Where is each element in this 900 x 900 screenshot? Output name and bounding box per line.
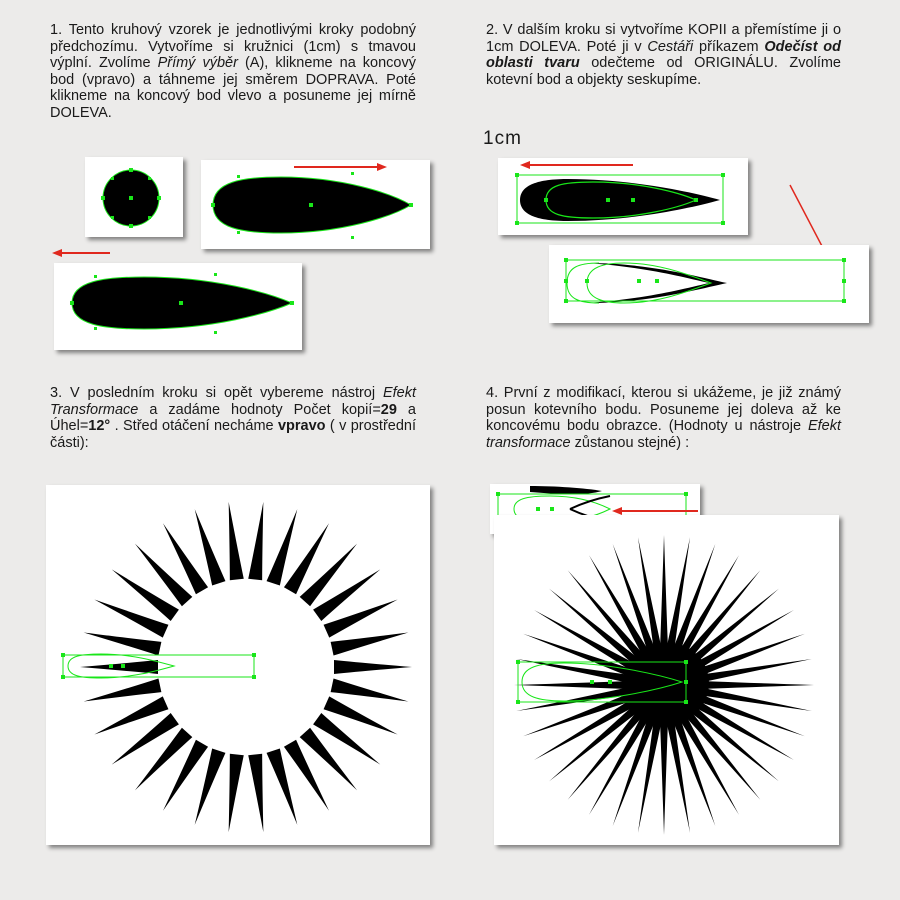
ring-spike (248, 502, 263, 580)
distance-label: 1cm (483, 128, 522, 149)
subtracted-figure (549, 245, 869, 323)
ring-spike (229, 754, 244, 832)
step3-text-part3: a Úhel= (50, 401, 416, 434)
final-drop-panel (54, 263, 302, 350)
step2-text (486, 22, 841, 88)
spike-ring-panel (46, 485, 430, 845)
ring-spike (229, 502, 244, 580)
stretched-drop-figure (201, 160, 430, 249)
ring-spike (331, 632, 409, 655)
spike-ring-figure (46, 485, 430, 845)
step4-number: 4. (486, 385, 499, 401)
ring-spike (195, 509, 226, 585)
ring-spike (195, 749, 226, 825)
ring-spike (84, 678, 162, 701)
step3-copies-value: 29 (380, 401, 397, 418)
stretched-drop-panel (201, 160, 430, 249)
step4-text-part1: První z modifikací, kterou si ukážeme, je již známý posun kotevního bodu. Posuneme jej doleva až ke koncovému bodu obrazce. (Hodnoty u nástroje (486, 385, 841, 434)
step4-text-part2: zůstanou stejné) : (570, 434, 690, 451)
step1-text (50, 22, 416, 121)
step2-panel-name: Cestáři (647, 38, 694, 55)
step3-angle-value: 12° (88, 418, 111, 434)
step4-tool-name: Efekt transformace (486, 418, 841, 451)
step1-text-part1: Tento kruhový vzorek je jednotlivými kroky podobný předchozímu. Vytvoříme si kružnici (1cm) s tmavou výplní. Zvolíme (50, 22, 416, 71)
step1-text-part2: (A), klikneme na koncový bod (vpravo) a táhneme jej směrem DOPRAVA. Poté klikneme na koncový bod vlevo a posuneme jej mírně DOLEVA. (50, 55, 416, 121)
step1-number: 1. (50, 22, 63, 38)
step4-text (486, 385, 841, 451)
step3-text-part4: . Střed otáčení necháme (110, 418, 278, 434)
left-arrow-step1 (52, 247, 112, 259)
step3-text (50, 385, 416, 451)
ring-spike (80, 660, 158, 674)
step3-text-part5: ( v prostřední části): (50, 418, 416, 451)
star-burst-figure (494, 515, 839, 845)
step1-tool-name: Přímý výběr (157, 55, 238, 71)
copy-figure (498, 158, 748, 235)
final-drop-figure (54, 263, 302, 350)
circle-panel (85, 157, 183, 237)
right-arrow (294, 163, 387, 171)
ring-spike (267, 749, 298, 825)
ring-spike (334, 660, 412, 674)
left-arrow-step4 (612, 507, 698, 515)
step2-text-part1: V dalším kroku si vytvoříme KOPII a přemístíme ji o 1cm DOLEVA. Poté ji v (486, 22, 842, 55)
copy-panel (498, 158, 748, 235)
subtracted-panel (549, 245, 869, 323)
step2-command-name: Odečíst od oblasti tvaru (486, 38, 842, 71)
step2-text-part3: odečteme od ORIGINÁLU. Zvolíme kotevní bod a objekty seskupíme. (486, 55, 841, 88)
ring-spike (248, 754, 263, 832)
ring-spike (331, 678, 409, 701)
ring-spike (267, 509, 298, 585)
step3-number: 3. (50, 385, 63, 401)
step2-text-part2: příkazem (693, 38, 765, 55)
step3-center-value: vpravo (277, 418, 326, 434)
left-arrow-step2 (520, 161, 633, 169)
step3-text-part1: V posledním kroku si opět vybereme nástroj (69, 385, 383, 401)
step3-text-part2: a zadáme hodnoty Počet kopií= (138, 401, 381, 418)
ring-spike (84, 632, 162, 655)
burst-core (629, 643, 709, 723)
step2-number: 2. (486, 22, 499, 38)
circle-figure (85, 157, 183, 237)
step3-tool-name: Efekt Transformace (50, 385, 417, 418)
star-burst-panel (494, 515, 839, 845)
transform-guide (61, 653, 256, 679)
